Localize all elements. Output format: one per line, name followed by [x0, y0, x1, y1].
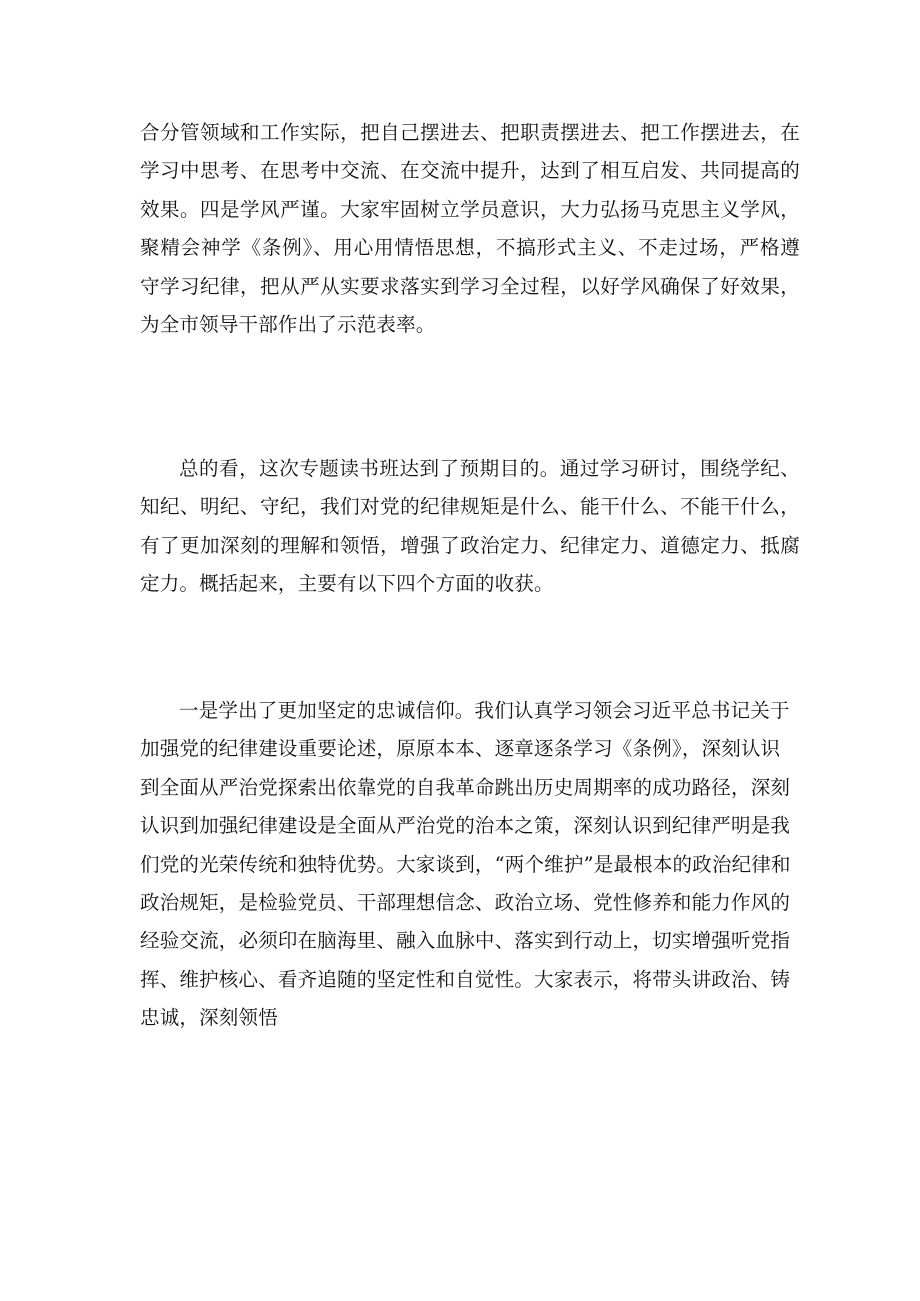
paragraph-loyalty-belief: 一是学出了更加坚定的忠诚信仰。我们认真学习领会习近平总书记关于加强党的纪律建设重要论述，原原本本、逐章逐条学习《条例》，深刻认识到全面从严治党探索出依靠党的自我革命跳出历史周期率的成功路径，深刻认识到加强纪律建设是全面从严治党的治本之策，深刻认识到纪律严明是我们党的光荣传统和独特优势。大家谈到，“两个维护”是最根本的政治纪律和政治规矩，是检验党员、干部理想信念、政治立场、党性修养和能力作风的经验交流，必须印在脑海里、融入血脉中、落实到行动上，切实增强听党指挥、维护核心、看齐追随的坚定性和自觉性。大家表示，将带头讲政治、铸忠诚，深刻领悟: [140, 699, 791, 1030]
paragraph-summary: 总的看，这次专题读书班达到了预期目的。通过学习研讨，围绕学纪、知纪、明纪、守纪，我们对党的纪律规矩是什么、能干什么、不能干什么，有了更加深刻的理解和领悟，增强了政治定力、纪律定力、道德定力、抵腐定力。概括起来，主要有以下四个方面的收获。: [140, 457, 800, 596]
paragraph-study-style: 合分管领域和工作实际，把自己摆进去、把职责摆进去、把工作摆进去，在学习中思考、在思考中交流、在交流中提升，达到了相互启发、共同提高的效果。四是学风严谨。大家牢固树立学员意识，大力弘扬马克思主义学风，聚精会神学《条例》、用心用情悟思想，不搞形式主义、不走过场，严格遵守学习纪律，把从严从实要求落实到学习全过程，以好学风确保了好效果，为全市领导干部作出了示范表率。: [140, 121, 800, 337]
